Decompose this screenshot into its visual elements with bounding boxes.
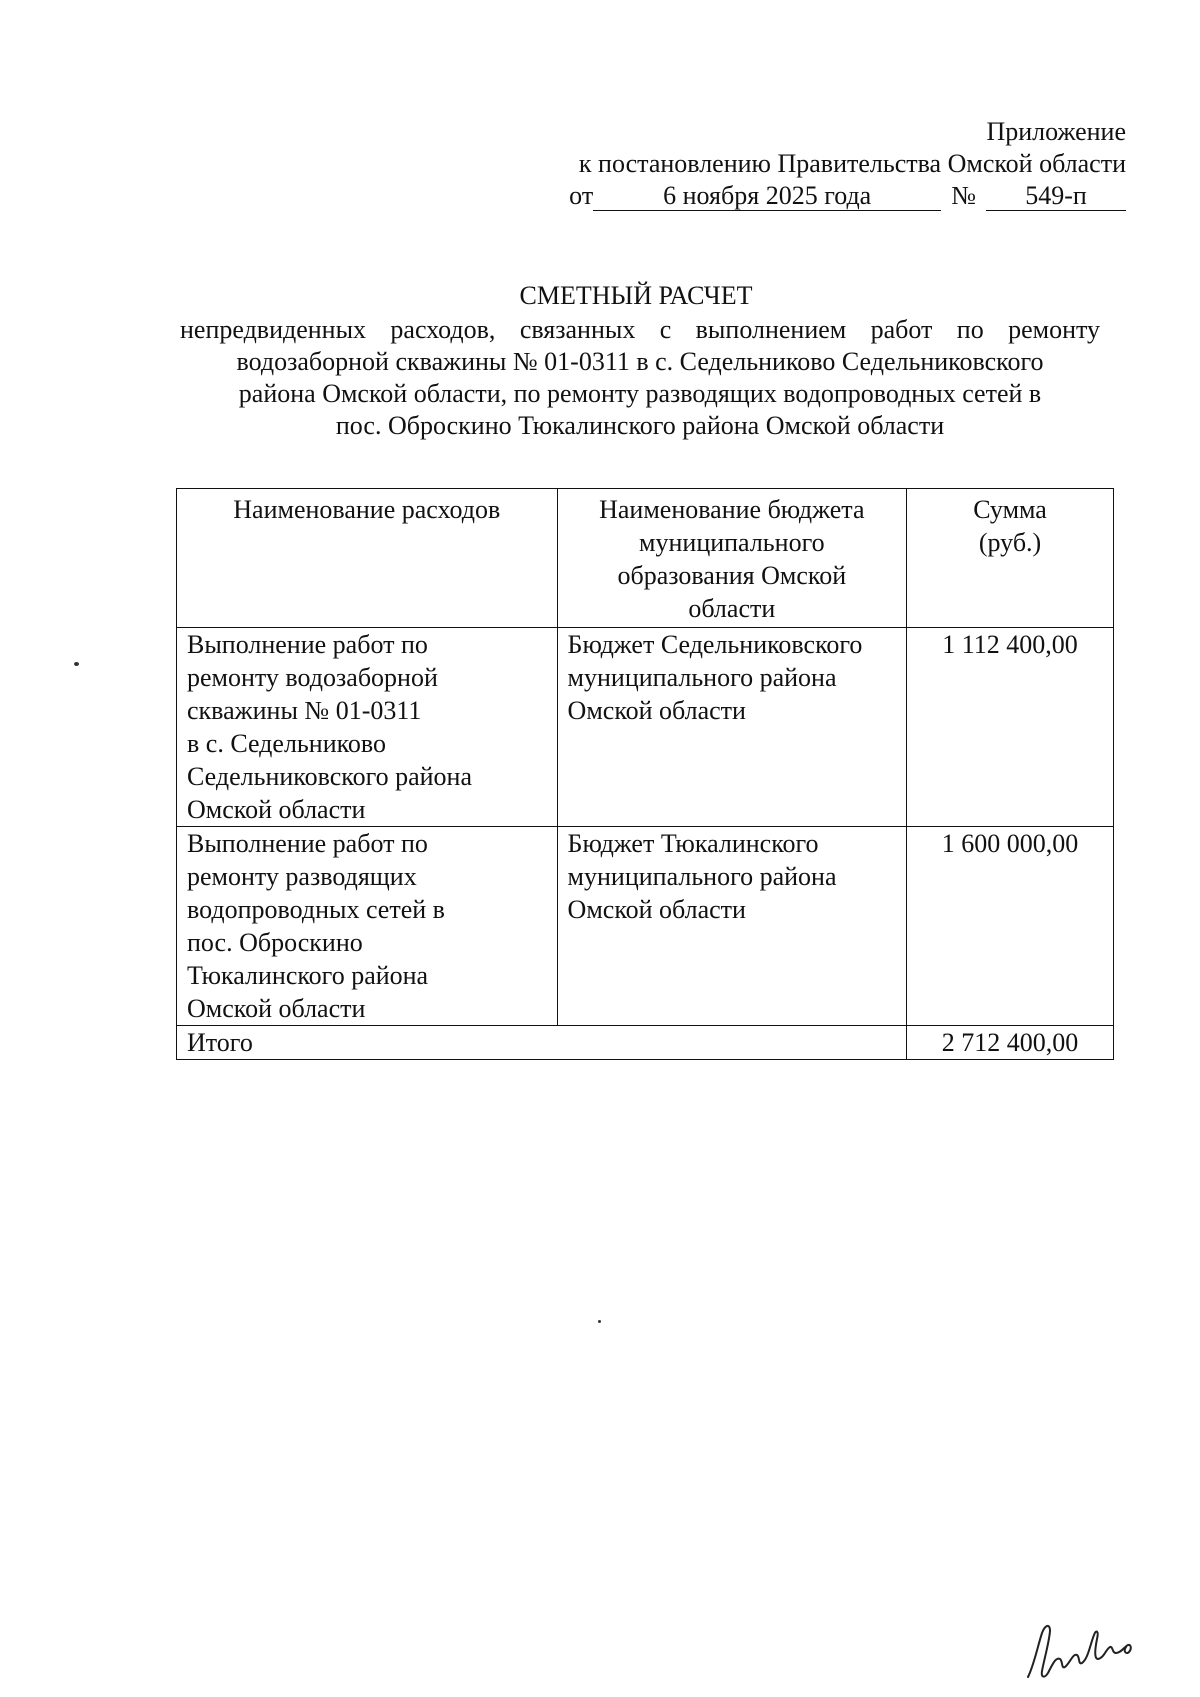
header-budget-name: Наименование бюджета муниципального образования Омской области bbox=[557, 489, 907, 628]
document-number: 549-п bbox=[986, 182, 1126, 211]
expense-cell: Выполнение работ по ремонту водозаборной скважины № 01-0311 в с. Седельниково Седельниковского района Омской области bbox=[177, 628, 558, 827]
appendix-reference: к постановлению Правительства Омской области bbox=[578, 149, 1126, 178]
document-subheading bbox=[180, 314, 1100, 442]
table-row bbox=[177, 827, 1114, 1026]
budget-cell: Бюджет Седельниковского муниципального района Омской области bbox=[557, 628, 907, 827]
header-expense-name: Наименование расходов bbox=[177, 489, 558, 628]
document-heading: СМЕТНЫЙ РАСЧЕТ bbox=[519, 281, 753, 310]
amount-cell: 1 600 000,00 bbox=[907, 827, 1114, 1026]
table-header-row bbox=[177, 489, 1114, 628]
total-amount: 2 712 400,00 bbox=[907, 1026, 1114, 1060]
number-prefix: № bbox=[951, 181, 976, 210]
appendix-title: Приложение bbox=[986, 117, 1126, 146]
subheading-line: пос. Оброскино Тюкалинского района Омской области bbox=[335, 411, 945, 440]
budget-cell: Бюджет Тюкалинского муниципального района Омской области bbox=[557, 827, 907, 1026]
scan-speck bbox=[74, 662, 79, 666]
estimate-table bbox=[176, 488, 1114, 1060]
total-row bbox=[177, 1026, 1114, 1060]
handwritten-signature bbox=[1020, 1605, 1150, 1685]
document-date: 6 ноября 2025 года bbox=[593, 182, 941, 211]
subheading-line: водозаборной скважины № 01-0311 в с. Седельниково Седельниковского bbox=[236, 347, 1044, 376]
header-amount: Сумма (руб.) bbox=[907, 489, 1114, 628]
table-row bbox=[177, 628, 1114, 827]
date-prefix: от bbox=[569, 181, 594, 210]
expense-cell: Выполнение работ по ремонту разводящих водопроводных сетей в пос. Оброскино Тюкалинского района Омской области bbox=[177, 827, 558, 1026]
appendix-date-line bbox=[426, 180, 1126, 212]
appendix-block bbox=[426, 116, 1126, 212]
amount-cell: 1 112 400,00 bbox=[907, 628, 1114, 827]
total-label: Итого bbox=[177, 1026, 907, 1060]
subheading-line: района Омской области, по ремонту разводящих водопроводных сетей в bbox=[238, 379, 1042, 408]
scan-speck bbox=[598, 1320, 601, 1323]
subheading-line: непредвиденных расходов, связанных с выполнением работ по ремонту bbox=[180, 315, 1100, 344]
